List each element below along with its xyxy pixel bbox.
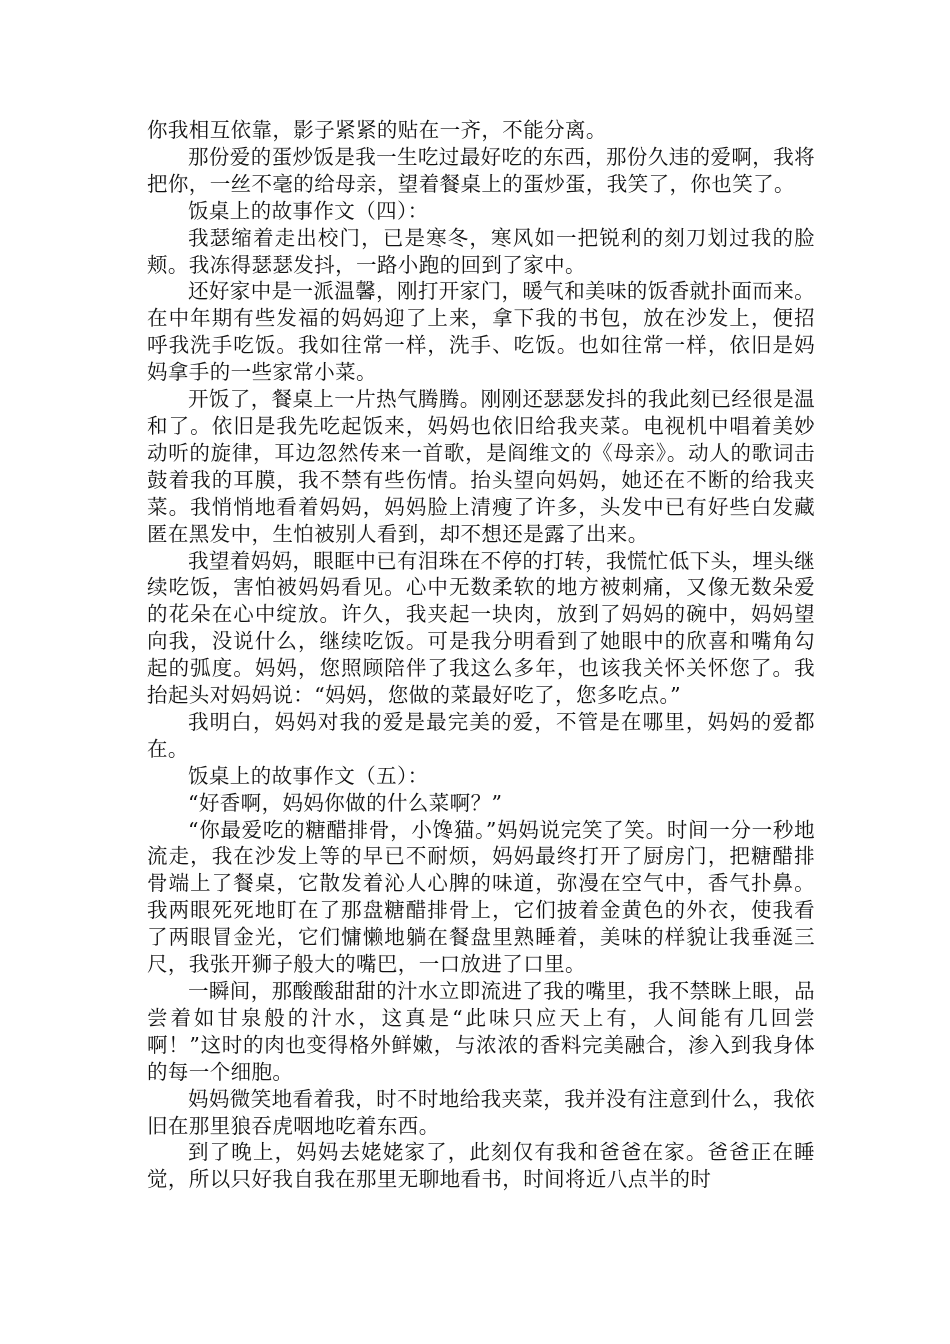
paragraph: “你最爱吃的糖醋排骨，小馋猫。”妈妈说完笑了笑。时间一分一秒地流走，我在沙发上等的早已不耐烦，妈妈最终打开了厨房门，把糖醋排骨端上了餐桌，它散发着沁人心脾的味道，弥漫在空气中，香气扑鼻。我两眼死死地盯在了那盘糖醋排骨上，它们披着金黄色的外衣，使我看了两眼冒金光，它们慵懒地躺在餐盘里熟睡着，美味的样貌让我垂涎三尺，我张开狮子般大的嘴巴，一口放进了口里。: [147, 817, 815, 977]
section-heading: 饭桌上的故事作文（五）：: [188, 763, 429, 788]
section-heading: 饭桌上的故事作文（四）：: [188, 198, 429, 223]
document-body: [147, 117, 815, 1193]
paragraph: 一瞬间，那酸酸甜甜的汁水立即流进了我的嘴里，我不禁眯上眼，品尝着如甘泉般的汁水，这真是“此味只应天上有，人间能有几回尝啊！”这时的肉也变得格外鲜嫩，与浓浓的香料完美融合，渗入到我身体的每一个细胞。: [147, 979, 815, 1084]
paragraph: “好香啊，妈妈你做的什么菜啊？”: [188, 790, 503, 815]
paragraph: 我望着妈妈，眼眶中已有泪珠在不停的打转，我慌忙低下头，埋头继续吃饭，害怕被妈妈看见。心中无数柔软的地方被刺痛，又像无数朵爱的花朵在心中绽放。许久，我夹起一块肉，放到了妈妈的碗中，妈妈望向我，没说什么，继续吃饭。可是我分明看到了她眼中的欣喜和嘴角勾起的弧度。妈妈，您照顾陪伴了我这么多年，也该我关怀关怀您了。我抬起头对妈妈说：“妈妈，您做的菜最好吃了，您多吃点。”: [147, 548, 815, 708]
paragraph: 还好家中是一派温馨，刚打开家门，暖气和美味的饭香就扑面而来。在中年期有些发福的妈妈迎了上来，拿下我的书包，放在沙发上，便招呼我洗手吃饭。我如往常一样，洗手、吃饭。也如往常一样，依旧是妈妈拿手的一些家常小菜。: [147, 279, 815, 385]
paragraph: 妈妈微笑地看着我，时不时地给我夹菜，我并没有注意到什么，我依旧在那里狼吞虎咽地吃着东西。: [147, 1086, 815, 1138]
paragraph: 开饭了，餐桌上一片热气腾腾。刚刚还瑟瑟发抖的我此刻已经很是温和了。依旧是我先吃起饭来，妈妈也依旧给我夹菜。电视机中唱着美妙动听的旋律，耳边忽然传来一首歌，是阎维文的《母亲》。动人的歌词击鼓着我的耳膜，我不禁有些伤情。抬头望向妈妈，她还在不断的给我夹菜。我悄悄地看着妈妈，妈妈脸上清瘦了许多，头发中已有好些白发藏匿在黑发中，生怕被别人看到，却不想还是露了出来。: [147, 387, 815, 546]
paragraph: 那份爱的蛋炒饭是我一生吃过最好吃的东西，那份久违的爱啊，我将把你，一丝不毫的给母亲，望着餐桌上的蛋炒蛋，我笑了，你也笑了。: [147, 144, 815, 196]
paragraph: 你我相互依靠，影子紧紧的贴在一齐，不能分离。: [147, 118, 607, 142]
paragraph: 我瑟缩着走出校门，已是寒冬，寒风如一把锐利的刻刀划过我的脸颊。我冻得瑟瑟发抖，一路小跑的回到了家中。: [147, 225, 815, 277]
paragraph: 到了晚上，妈妈去姥姥家了，此刻仅有我和爸爸在家。爸爸正在睡觉，所以只好我自我在那里无聊地看书，时间将近八点半的时: [147, 1140, 815, 1192]
paragraph: 我明白，妈妈对我的爱是最完美的爱，不管是在哪里，妈妈的爱都在。: [147, 709, 815, 761]
